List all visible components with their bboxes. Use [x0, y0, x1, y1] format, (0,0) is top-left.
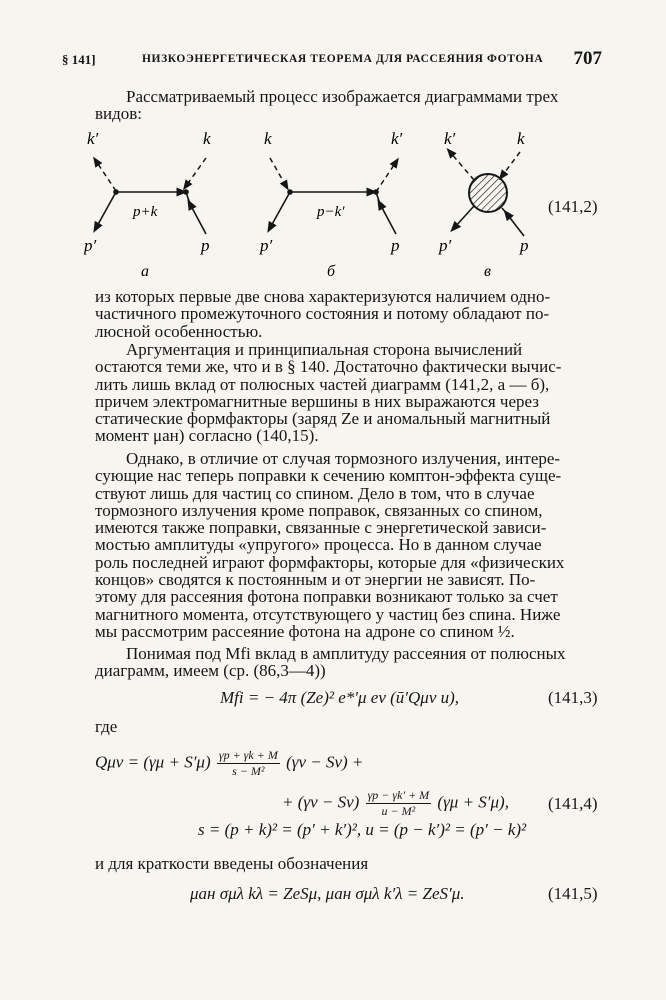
label-k-prime: k′ [87, 129, 99, 148]
equation-number-141-2: (141,2) [548, 197, 598, 216]
label-k-prime: k′ [391, 129, 403, 148]
vertex [373, 189, 379, 195]
particle-in-line [507, 214, 524, 236]
particle-in-line [190, 204, 206, 234]
equation-lhs: Mfi = − 4π (Ze)² [220, 688, 334, 707]
label-k: k [264, 129, 272, 148]
particle-out-line [454, 206, 474, 228]
text-line: имеются также поправки, связанные с энергетической зависи- [95, 518, 547, 538]
equation-141-4-line-1 [95, 748, 363, 779]
photon-out-line [96, 161, 116, 191]
fraction-denominator: u − M² [381, 804, 416, 818]
text-line: статические формфакторы (заряд Ze и аномальный магнитный [95, 409, 551, 429]
label-k: k [517, 129, 525, 148]
page-number: 707 [573, 48, 602, 69]
text-line: концов» сводятся к постоянным и от энергии не зависят. По- [95, 570, 536, 590]
vertex [287, 189, 293, 195]
photon-out-line [376, 162, 396, 192]
feynman-diagrams [84, 126, 554, 291]
paragraph-4 [95, 645, 600, 680]
caption-v: в [484, 263, 491, 280]
equation-term: + (γν − Sν) [282, 792, 360, 812]
fraction [366, 788, 432, 819]
diagram-v [438, 129, 529, 280]
text-line: магнитного момента, отсутствующего у частиц без спина. Ниже [95, 604, 561, 624]
label-p-prime: p′ [439, 236, 452, 255]
equation-term: μан σμλ kλ = ZeSμ, μан σμλ k′λ = ZeS′μ. [190, 884, 465, 903]
text-line: сующие нас теперь поправки к сечению комптон-эффекта суще- [95, 466, 562, 486]
text-line: момент μан) согласно (140,15). [95, 426, 319, 446]
text-line: Понимая под Mfi вклад в амплитуду рассеяния от полюсных [126, 644, 566, 663]
equation-term: Qμν = (γμ + S′μ) [95, 752, 211, 772]
label-p: p [201, 236, 210, 255]
text-line: Аргументация и принципиальная сторона вычислений [126, 340, 523, 359]
equation-141-4-line-3 [198, 820, 526, 840]
equation-term: (γμ + S′μ), [437, 792, 509, 812]
label-propagator: p+k [133, 204, 158, 220]
label-k-prime: k′ [444, 129, 456, 148]
text-line: Рассматриваемый процесс изображается диаграммами трех [126, 87, 559, 106]
header-section: § 141] [62, 52, 96, 67]
diagram-b [259, 129, 403, 280]
text-line: причем электромагнитные вершины в них выражаются через [95, 391, 539, 411]
label-p-prime: p′ [84, 236, 97, 255]
running-header [62, 50, 602, 72]
caption-b: б [327, 263, 336, 280]
equation-141-5 [190, 884, 465, 904]
text-line: роль последней играют формфакторы, которые для «физических [95, 552, 565, 572]
photon-in-line [186, 158, 206, 186]
diagram-a [84, 129, 211, 280]
equation-term: s = (p + k)² = (p′ + k′)², u = (p − k′)² = (p′ − k)² [198, 820, 527, 839]
fraction-denominator: s − M² [232, 764, 265, 778]
notation-intro: и для краткости введены обозначения [95, 854, 369, 873]
label-p: p [520, 236, 529, 255]
text-line: тормозного излучения кроме поправок, связанных со спином, [95, 500, 543, 520]
caption-a: а [141, 263, 149, 280]
text-line: люсной особенностью. [95, 321, 263, 341]
header-title: НИЗКОЭНЕРГЕТИЧЕСКАЯ ТЕОРЕМА ДЛЯ РАССЕЯНИЯ ФОТОНА [142, 53, 544, 65]
equation-number-141-5: (141,5) [548, 884, 598, 903]
paragraph-3 [95, 450, 600, 640]
vertex [113, 189, 119, 195]
equation-141-4-line-2 [282, 788, 509, 819]
photon-in-line [502, 152, 520, 176]
text-line: Однако, в отличие от случая тормозного излучения, интере- [126, 449, 561, 468]
paragraph-2 [95, 341, 600, 445]
text-line: диаграмм, имеем (ср. (86,3—4)) [95, 661, 326, 681]
paragraph-1 [95, 288, 600, 340]
label-p: p [391, 236, 400, 255]
equation-term: (γν − Sν) + [286, 752, 364, 772]
text-line: остаются теми же, что и в § 140. Достаточно фактически вычис- [95, 357, 562, 377]
label-p-prime: p′ [260, 236, 273, 255]
particle-in-line [380, 204, 396, 234]
photon-out-line [450, 152, 474, 180]
equation-141-3 [220, 688, 459, 708]
text-line: мы рассмотрим рассеяние фотона на адроне со спином ½. [95, 621, 515, 641]
intro-paragraph [95, 88, 600, 123]
fraction [217, 748, 280, 779]
label-k: k [203, 129, 211, 148]
particle-out-line [96, 192, 116, 228]
equation-rhs: e*′μ eν (ū′Qμν u), [338, 688, 460, 707]
fraction-numerator: γp + γk + M [218, 748, 278, 762]
text-line: этому для рассеяния фотона поправки возникают только за счет [95, 587, 558, 607]
text-line: лить лишь вклад от полюсных частей диаграмм (141,2, а — б), [95, 374, 550, 394]
text-line: видов: [95, 104, 143, 124]
equation-number-141-4: (141,4) [548, 794, 598, 813]
text-line: из которых первые две снова характеризуются наличием одно- [95, 287, 551, 306]
vertex [183, 189, 189, 195]
label-propagator: p−k′ [317, 204, 345, 220]
where-word: где [95, 717, 118, 736]
fraction-numerator: γp − γk′ + M [367, 788, 430, 802]
blob-vertex [469, 174, 507, 212]
text-line: частичного промежуточного состояния и потому обладают по- [95, 304, 550, 324]
particle-out-line [270, 192, 290, 228]
text-line: мостью амплитуды «упругого» процесса. Но в данном случае [95, 535, 542, 555]
text-line: ствуют лишь для частиц со спином. Дело в том, что в случае [95, 483, 535, 503]
photon-in-line [270, 158, 286, 186]
equation-number-141-3: (141,3) [548, 688, 598, 707]
